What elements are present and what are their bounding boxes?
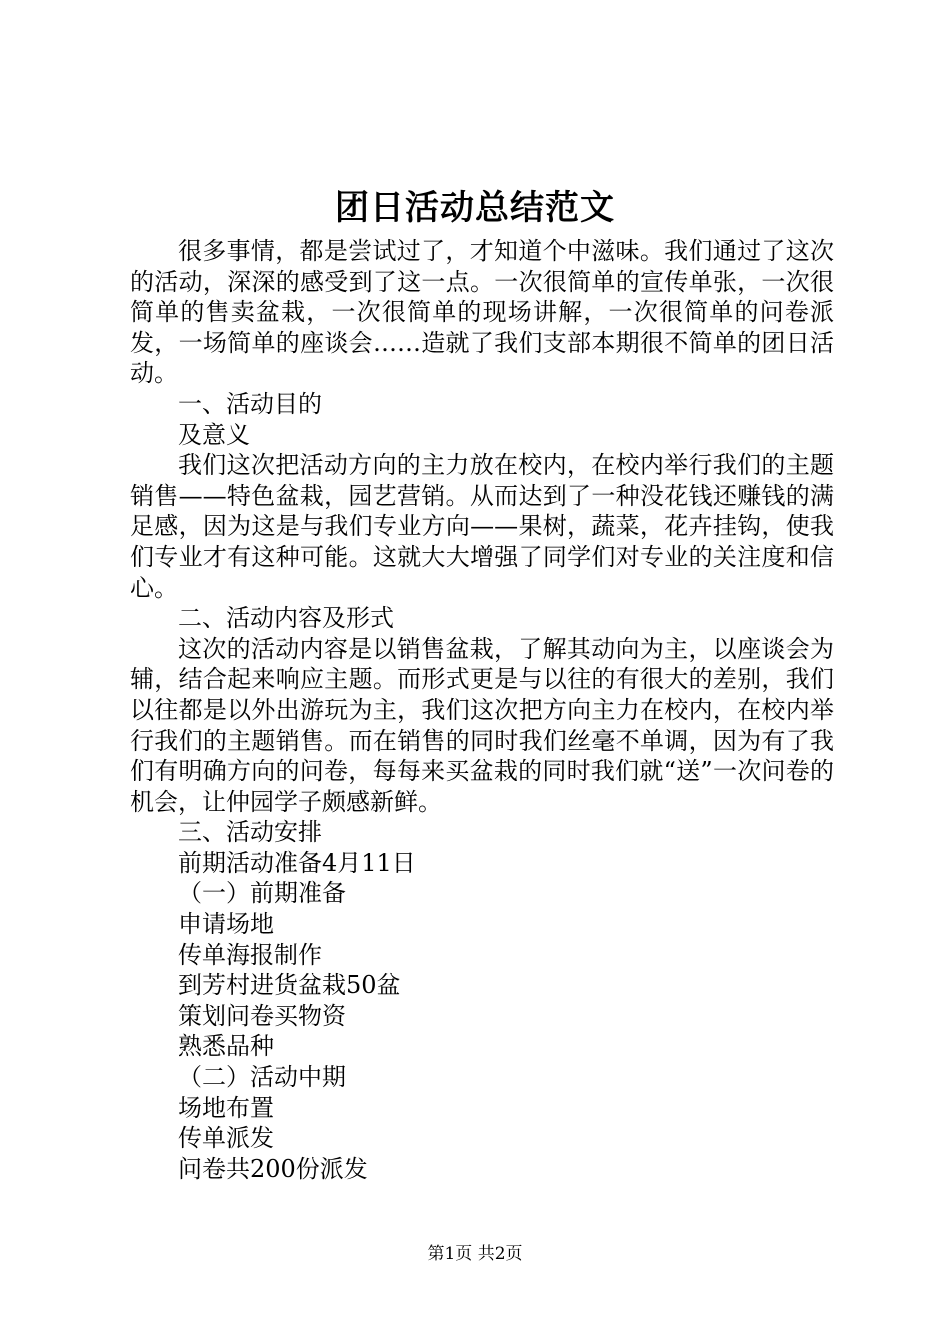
section-heading-purpose: 一、活动目的 — [178, 389, 322, 418]
schedule-item: 前期活动准备4月11日 — [178, 848, 416, 877]
content-paragraph: 这次的活动内容是以销售盆栽，了解其动向为主，以座谈会为辅，结合起来响应主题。而形式更是与以往的有很大的差别，我们以往都是以外出游玩为主，我们这次把方向主力在校内，在校内举行我们的主题销售。而在销售的同时我们丝毫不单调，因为有了我们有明确方向的问卷，每每来买盆栽的同时我们就“送”一次问卷的机会，让仲园学子颇感新鲜。 — [130, 634, 834, 816]
schedule-item: 申请场地 — [178, 910, 274, 939]
schedule-item: 熟悉品种 — [178, 1032, 274, 1061]
purpose-paragraph: 我们这次把活动方向的主力放在校内，在校内举行我们的主题销售——特色盆栽，园艺营销。从而达到了一种没花钱还赚钱的满足感，因为这是与我们专业方向——果树，蔬菜，花卉挂钩，使我们专业才有这种可能。这就大大增强了同学们对专业的关注度和信心。 — [130, 451, 834, 602]
schedule-item: 传单派发 — [178, 1124, 274, 1153]
schedule-item: （二）活动中期 — [178, 1063, 346, 1092]
schedule-item: 策划问卷买物资 — [178, 1001, 346, 1030]
schedule-item: 场地布置 — [178, 1093, 274, 1122]
intro-paragraph: 很多事情，都是尝试过了，才知道个中滋味。我们通过了这次的活动，深深的感受到了这一点。一次很简单的宣传单张，一次很简单的售卖盆栽，一次很简单的现场讲解，一次很简单的问卷派发，一场简单的座谈会……造就了我们支部本期很不简单的团日活动。 — [130, 237, 834, 388]
section-heading-purpose-cont: 及意义 — [178, 420, 250, 449]
section-heading-schedule: 三、活动安排 — [178, 818, 322, 847]
schedule-item: 传单海报制作 — [178, 940, 322, 969]
page-footer: 第1页 共2页 — [427, 1244, 523, 1264]
section-heading-content: 二、活动内容及形式 — [178, 604, 394, 633]
schedule-item: 到芳村进货盆栽50盆 — [178, 971, 401, 1000]
document-title: 团日活动总结范文 — [335, 188, 615, 228]
schedule-item: 问卷共200份派发 — [178, 1154, 368, 1183]
schedule-item: （一）前期准备 — [178, 879, 346, 908]
document-body — [130, 236, 834, 1184]
